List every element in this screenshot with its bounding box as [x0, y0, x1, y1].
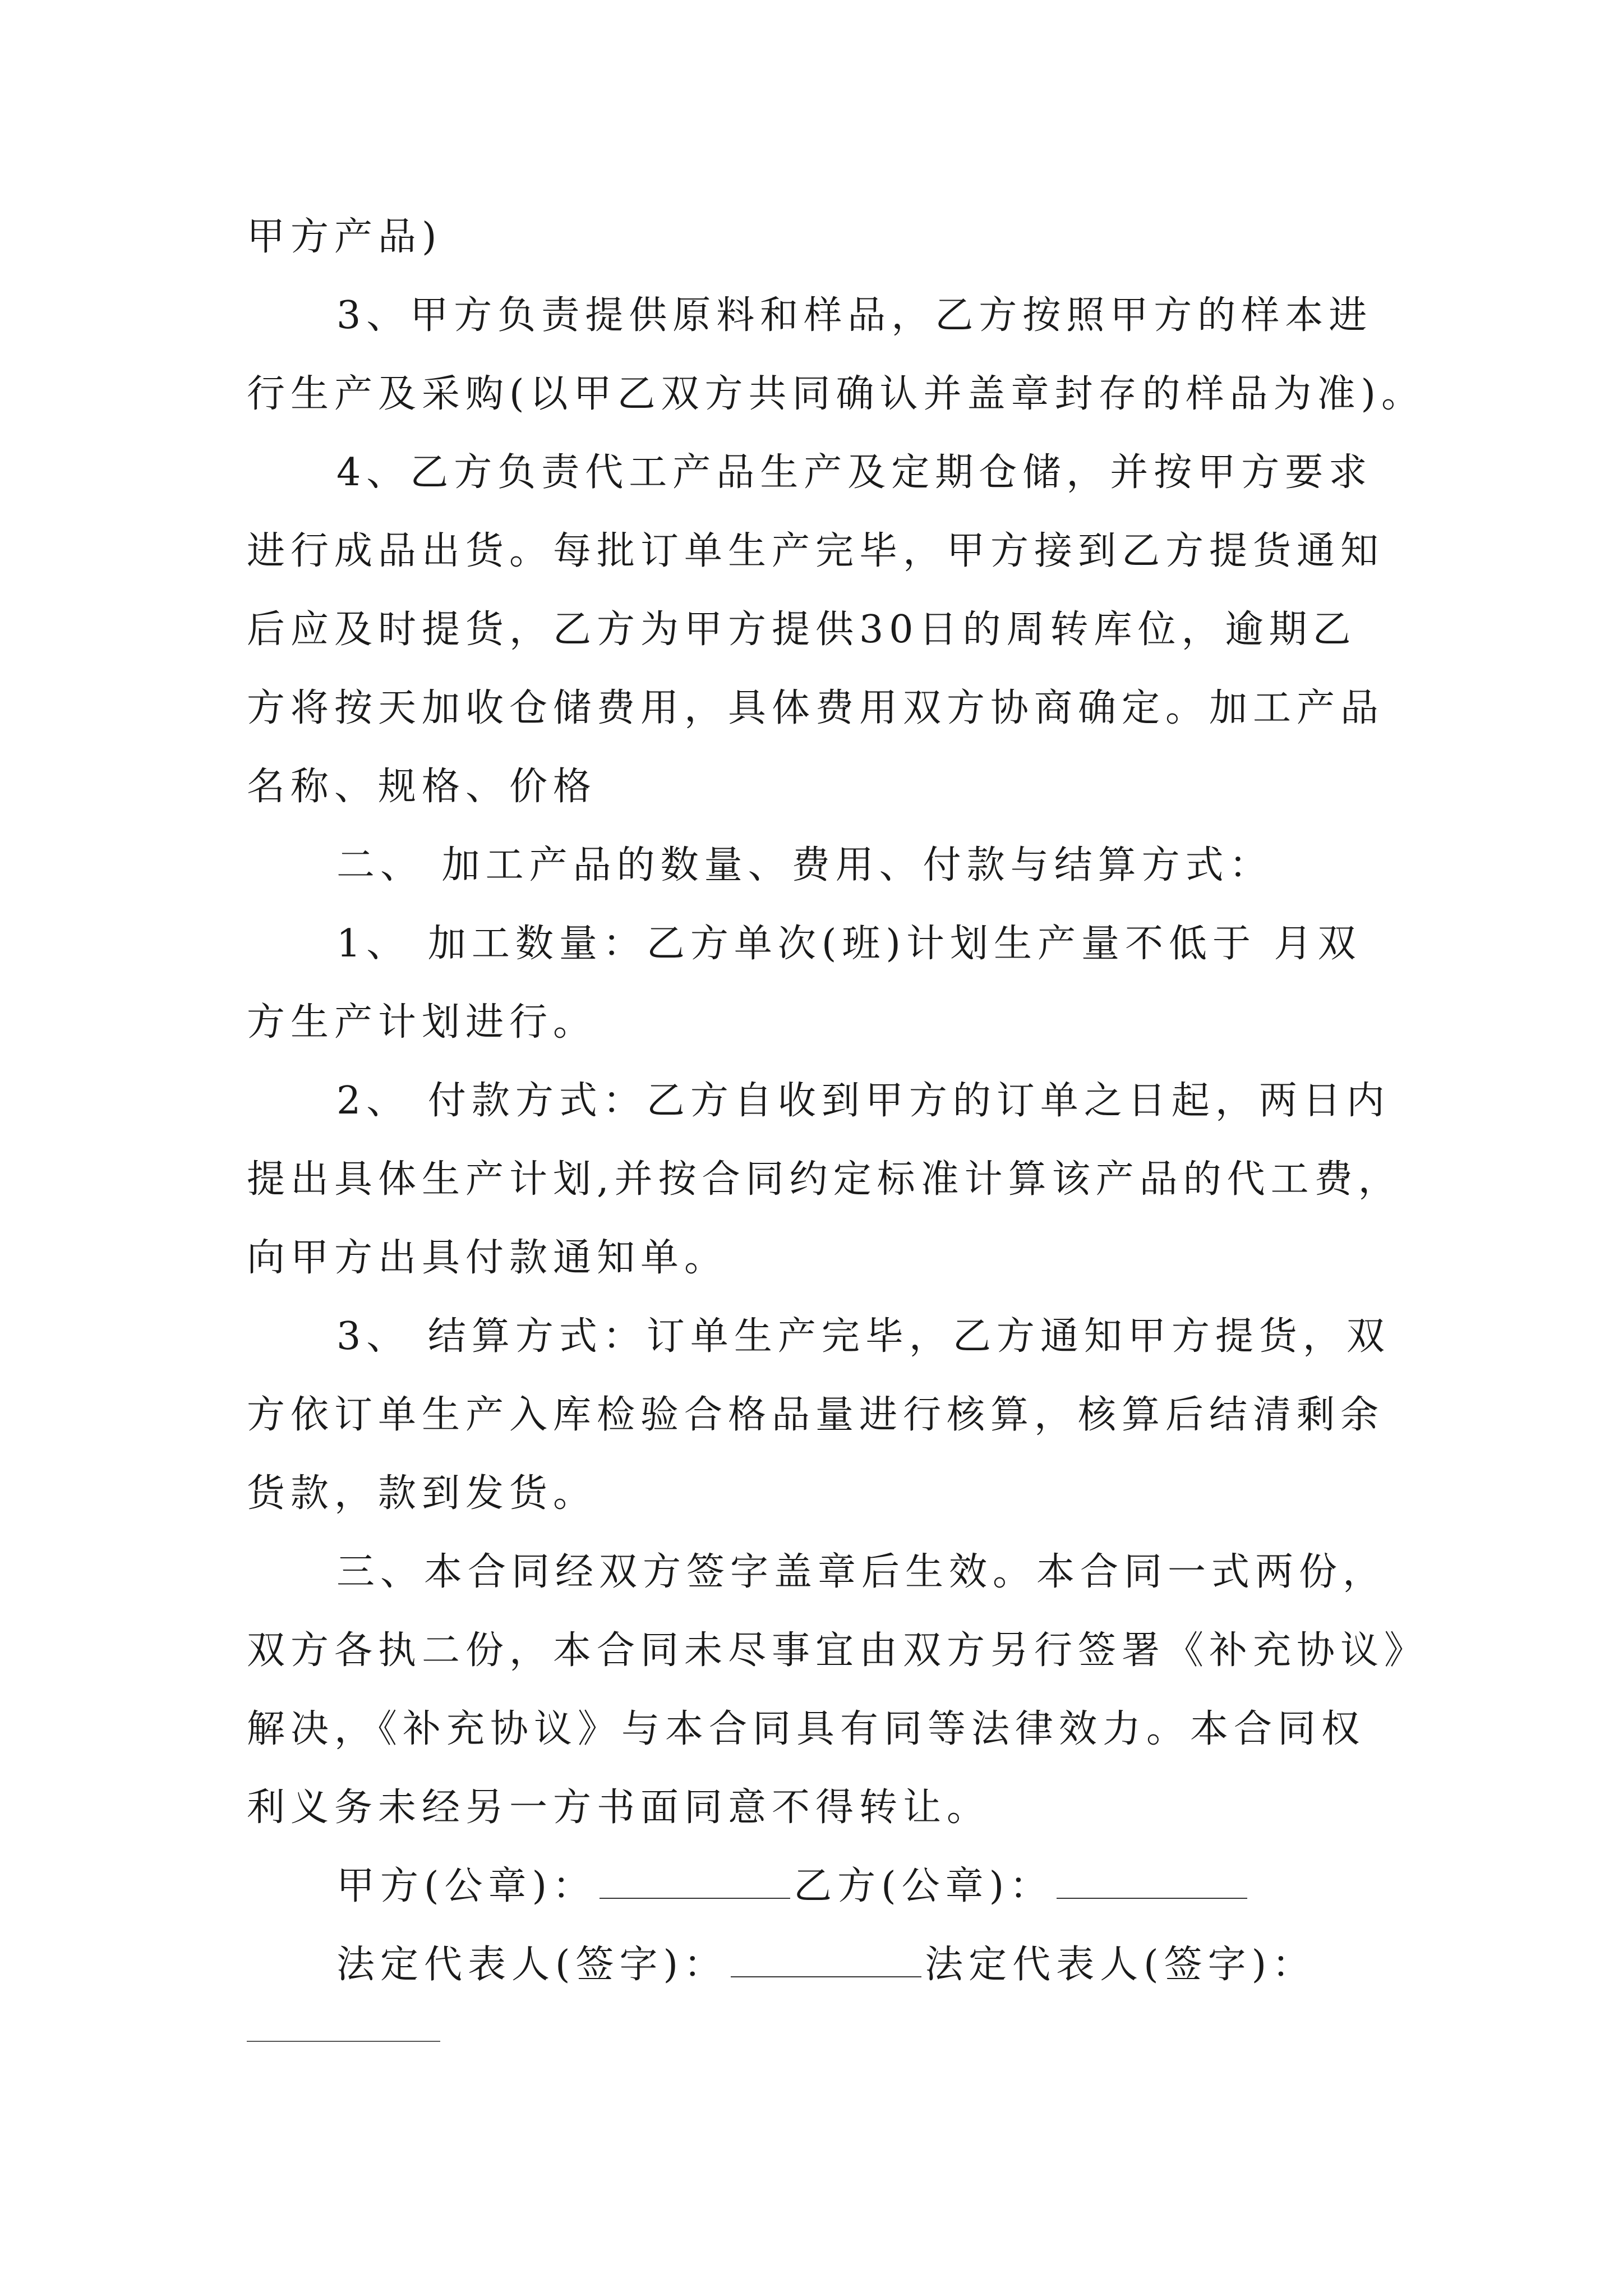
rep-a-blank	[731, 1943, 921, 1977]
rep-a-label: 法定代表人(签字)：	[336, 1943, 728, 1987]
paragraph-line: 利义务未经另一方书面同意不得转让。	[247, 1786, 991, 1830]
representative-line	[336, 1940, 1316, 1990]
party-b-seal-blank	[1057, 1864, 1247, 1899]
paragraph-line: 进行成品出货。每批订单生产完毕，甲方接到乙方提货通知	[247, 529, 1385, 573]
paragraph-line: 后应及时提货，乙方为甲方提供30日的周转库位，逾期乙	[247, 608, 1357, 652]
paragraph-line: 向甲方出具付款通知单。	[247, 1236, 728, 1280]
paragraph-line: 货款，款到发货。	[247, 1471, 597, 1516]
paragraph-line: 3、 结算方式：订单生产完毕，乙方通知甲方提货，双	[336, 1314, 1390, 1359]
paragraph-line: 3、甲方负责提供原料和样品，乙方按照甲方的样本进	[336, 293, 1373, 338]
party-b-seal-label: 乙方(公章)：	[794, 1864, 1054, 1908]
paragraph-line: 2、 付款方式：乙方自收到甲方的订单之日起，两日内	[336, 1079, 1390, 1123]
party-a-seal-label: 甲方(公章)：	[336, 1864, 597, 1908]
paragraph-line: 方依订单生产入库检验合格品量进行核算，核算后结清剩余	[247, 1393, 1385, 1437]
paragraph-line: 1、 加工数量：乙方单次(班)计划生产量不低于 月双	[336, 922, 1362, 966]
paragraph-line: 双方各执二份，本合同未尽事宜由双方另行签署《补充协议》	[247, 1628, 1428, 1673]
section-heading: 二、 加工产品的数量、费用、付款与结算方式：	[336, 843, 1273, 887]
paragraph-line: 三、本合同经双方签字盖章后生效。本合同一式两份，	[336, 1550, 1387, 1594]
paragraph-line: 方将按天加收仓储费用，具体费用双方协商确定。加工产品	[247, 686, 1385, 730]
paragraph-line: 解决，《补充协议》与本合同具有同等法律效力。本合同权	[247, 1707, 1366, 1751]
paragraph-line: 方生产计划进行。	[247, 1000, 597, 1045]
rep-b-label: 法定代表人(签字)：	[925, 1943, 1316, 1987]
seal-line	[336, 1861, 1251, 1912]
paragraph-line: 提出具体生产计划,并按合同约定标准计算该产品的代工费，	[247, 1157, 1402, 1202]
paragraph-line: 甲方产品)	[247, 215, 442, 259]
paragraph-line: 4、乙方负责代工产品生产及定期仓储，并按甲方要求	[336, 450, 1373, 495]
party-a-seal-blank	[600, 1864, 790, 1899]
footnote-rule	[247, 2041, 440, 2042]
paragraph-line: 行生产及采购(以甲乙双方共同确认并盖章封存的样品为准)。	[247, 372, 1426, 416]
paragraph-line: 名称、规格、价格	[247, 765, 597, 809]
